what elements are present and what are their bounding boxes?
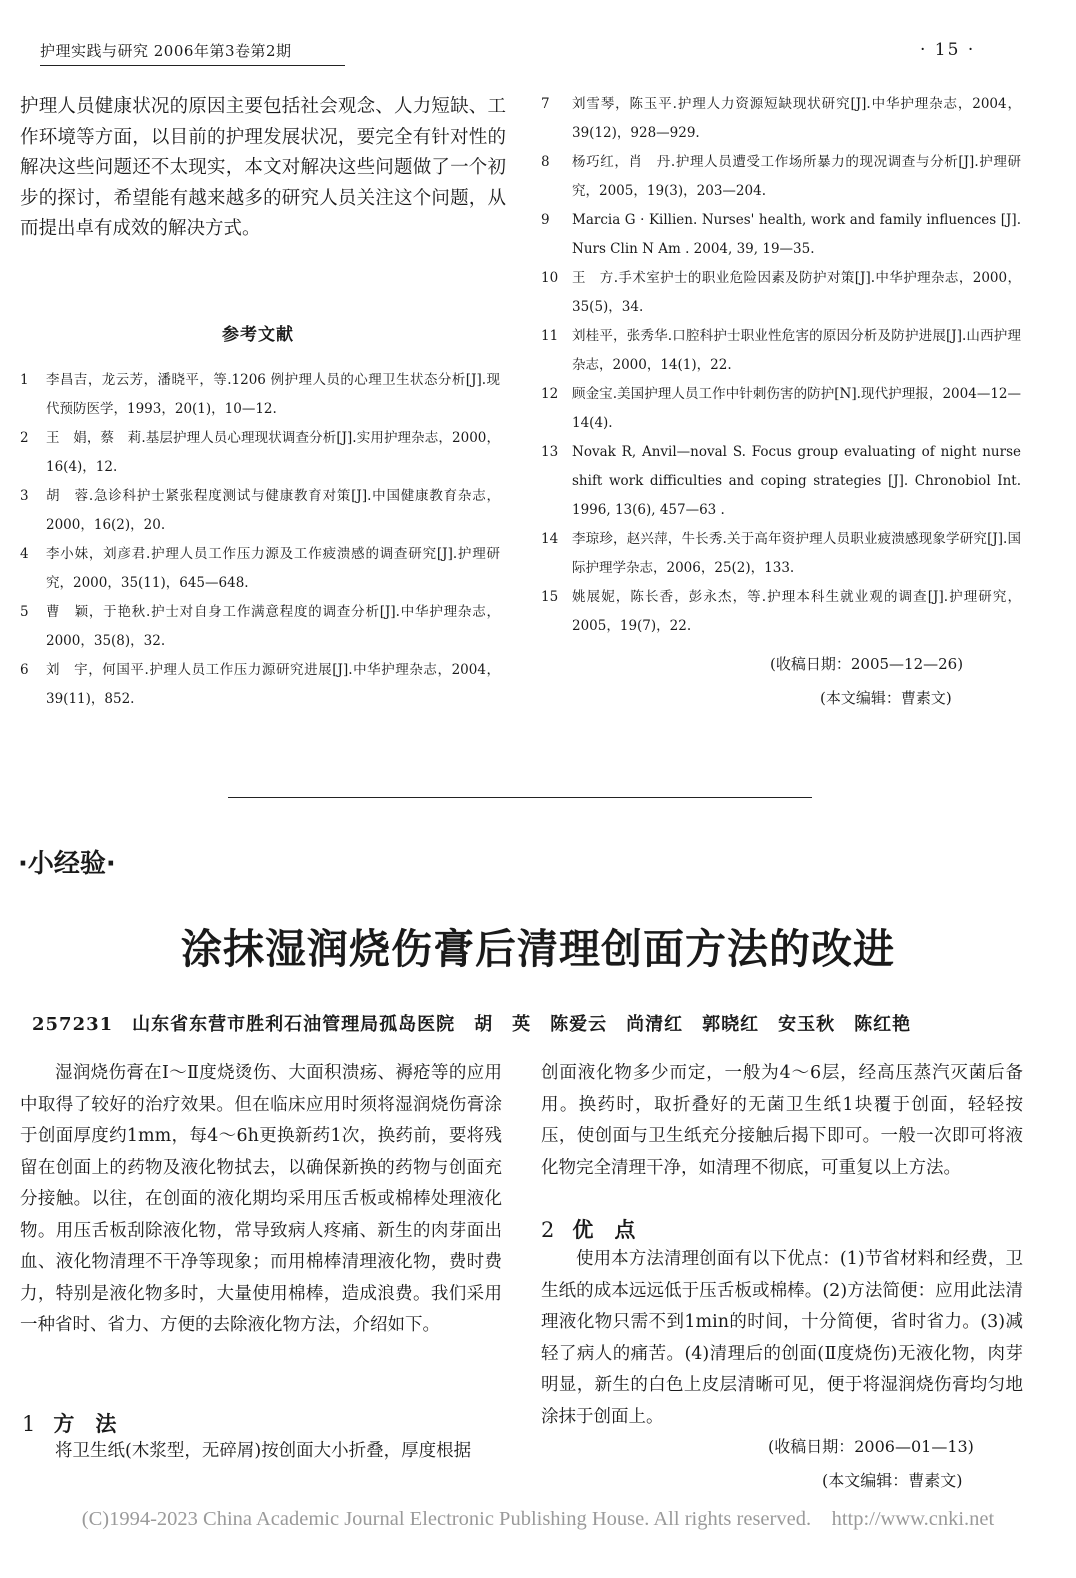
reference-text: 刘 宇，何国平.护理人员工作压力源研究进展[J].中华护理杂志，2004，39(11)，852.	[46, 662, 500, 707]
reference-text: 姚展妮，陈长香，彭永杰，等.护理本科生就业观的调查[J].护理研究，2005，19(7)，22.	[572, 589, 1021, 634]
article-right-paragraph-2: 使用本方法清理创面有以下优点：(1)节省材料和经费，卫生纸的成本远远低于压舌板或棉棒。(2)方法简便：应用此法清理液化物只需不到1min的时间，十分简便，省时省力。(3)减轻了病人的痛苦。(4)清理后的创面(Ⅱ度烧伤)无液化物，肉芽明显，新生的白色上皮层清晰可见，便于将湿润烧伤膏均匀地涂抹于创面上。	[541, 1249, 1023, 1427]
reference-number: 15	[541, 589, 559, 605]
reference-item	[20, 424, 500, 482]
reference-item	[20, 540, 500, 598]
article-editor-note: (本文编辑：曹素文)	[822, 1471, 963, 1490]
reference-text: 李昌吉，龙云芳，潘晓平，等.1206 例护理人员的心理卫生状态分析[J].现代预防医学，1993，20(1)，10—12.	[46, 372, 500, 417]
authors-line: 257231 山东省东营市胜利石油管理局孤岛医院 胡 英 陈爱云 尚清红 郭晓红 安玉秋 陈红艳	[32, 1014, 912, 1035]
reference-number: 8	[541, 154, 550, 170]
journal-header: 护理实践与研究 2006年第3卷第2期	[40, 40, 345, 66]
reference-text: Marcia G · Killien. Nurses' health, work and family influences [J]. Nurs Clin N Am . 2004, 39, 19—35.	[572, 212, 1021, 257]
reference-item	[541, 438, 1021, 525]
reference-item	[541, 525, 1021, 583]
reference-text: Novak R, Anvil—noval S. Focus group evaluating of night nurse shift work difficulties and coping strategies [J]. Chronobiol Int. 1996, 13(6), 457—63 .	[572, 444, 1021, 518]
received-date: (收稿日期：2005—12—26)	[770, 655, 964, 673]
reference-item	[541, 148, 1021, 206]
reference-number: 3	[20, 488, 29, 504]
reference-number: 14	[541, 531, 559, 547]
reference-text: 王 娟，蔡 莉.基层护理人员心理现状调查分析[J].实用护理杂志，2000，16(4)，12.	[46, 430, 500, 475]
references-list-right	[541, 90, 1021, 641]
reference-text: 李琼珍，赵兴萍，牛长秀.关于高年资护理人员职业疲溃感现象学研究[J].国际护理学杂志，2006，25(2)，133.	[572, 531, 1021, 576]
reference-item	[541, 206, 1021, 264]
reference-item	[20, 482, 500, 540]
section-2-number: 2	[541, 1218, 555, 1242]
reference-text: 胡 蓉.急诊科护士紧张程度测试与健康教育对策[J].中国健康教育杂志，2000，16(2)，20.	[46, 488, 500, 533]
reference-item	[541, 583, 1021, 641]
section-1-number: 1	[22, 1412, 36, 1436]
article-right-paragraph-1: 创面液化物多少而定，一般为4～6层，经高压蒸汽灭菌后备用。换药时，取折叠好的无菌卫生纸1块覆于创面，轻轻按压，使创面与卫生纸充分接触后揭下即可。一般一次即可将液化物完全清理干净，如清理不彻底，可重复以上方法。	[541, 1063, 1023, 1178]
intro-paragraph: 护理人员健康状况的原因主要包括社会观念、人力短缺、工作环境等方面，以目前的护理发展状况，要完全有针对性的解决这些问题还不太现实，本文对解决这些问题做了一个初步的探讨，希望能有越来越多的研究人员关注这个问题，从而提出卓有成效的解决方式。	[20, 96, 506, 239]
reference-text: 杨巧红，肖 丹.护理人员遭受工作场所暴力的现况调查与分析[J].护理研究，2005，19(3)，203—204.	[572, 154, 1021, 199]
reference-number: 2	[20, 430, 29, 446]
references-list-left	[20, 366, 500, 714]
copyright-footer: (C)1994-2023 China Academic Journal Electronic Publishing House. All rights reserved. http://www.cnki.net	[81, 1508, 995, 1530]
editor-note: (本文编辑：曹素文)	[820, 689, 952, 707]
section-2-title: 优 点	[572, 1218, 636, 1242]
reference-number: 1	[20, 372, 29, 388]
article-title: 涂抹湿润烧伤膏后清理创面方法的改进	[181, 925, 895, 973]
reference-number: 11	[541, 328, 559, 344]
section-2-heading	[541, 1214, 635, 1244]
reference-text: 李小妹，刘彦君.护理人员工作压力源及工作疲溃感的调查研究[J].护理研究，2000，35(11)，645—648.	[46, 546, 500, 591]
page-number: · 15 ·	[920, 40, 976, 60]
reference-item	[541, 322, 1021, 380]
section-1-title: 方 法	[53, 1412, 117, 1436]
reference-item	[541, 90, 1021, 148]
reference-number: 6	[20, 662, 29, 678]
reference-text: 顾金宝.美国护理人员工作中针刺伤害的防护[N].现代护理报，2004—12—14(4).	[572, 386, 1021, 431]
reference-number: 9	[541, 212, 550, 228]
section-1-heading	[22, 1408, 116, 1438]
section-1-text: 将卫生纸(木浆型，无碎屑)按创面大小折叠，厚度根据	[55, 1441, 472, 1461]
reference-number: 12	[541, 386, 559, 402]
section-label: ·小经验·	[18, 849, 116, 879]
reference-item	[541, 264, 1021, 322]
divider-line	[228, 797, 812, 798]
reference-text: 曹 颖，于艳秋.护士对自身工作满意程度的调查分析[J].中华护理杂志，2000，35(8)，32.	[46, 604, 500, 649]
reference-number: 5	[20, 604, 29, 620]
reference-number: 4	[20, 546, 29, 562]
reference-text: 王 方.手术室护士的职业危险因素及防护对策[J].中华护理杂志，2000，35(5)，34.	[572, 270, 1021, 315]
references-heading: 参考文献	[222, 325, 294, 345]
reference-number: 13	[541, 444, 559, 460]
reference-number: 7	[541, 96, 550, 112]
reference-item	[20, 656, 500, 714]
reference-item	[20, 598, 500, 656]
article-received-date: (收稿日期：2006—01—13)	[768, 1437, 974, 1456]
reference-text: 刘雪琴，陈玉平.护理人力资源短缺现状研究[J].中华护理杂志，2004，39(12)，928—929.	[572, 96, 1021, 141]
reference-item	[20, 366, 500, 424]
article-intro-paragraph: 湿润烧伤膏在Ⅰ～Ⅱ度烧烫伤、大面积溃疡、褥疮等的应用中取得了较好的治疗效果。但在临床应用时须将湿润烧伤膏涂于创面厚度约1mm，每4～6h更换新药1次，换药前，要将残留在创面上的药物及液化物拭去，以确保新换的药物与创面充分接触。以往，在创面的液化期均采用压舌板或棉棒处理液化物。用压舌板刮除液化物，常导致病人疼痛、新生的肉芽面出血、液化物清理不干净等现象；而用棉棒清理液化物，费时费力，特别是液化物多时，大量使用棉棒，造成浪费。我们采用一种省时、省力、方便的去除液化物方法，介绍如下。	[20, 1063, 502, 1335]
reference-number: 10	[541, 270, 559, 286]
reference-text: 刘桂平，张秀华.口腔科护士职业性危害的原因分析及防护进展[J].山西护理杂志，2000，14(1)，22.	[572, 328, 1021, 373]
reference-item	[541, 380, 1021, 438]
